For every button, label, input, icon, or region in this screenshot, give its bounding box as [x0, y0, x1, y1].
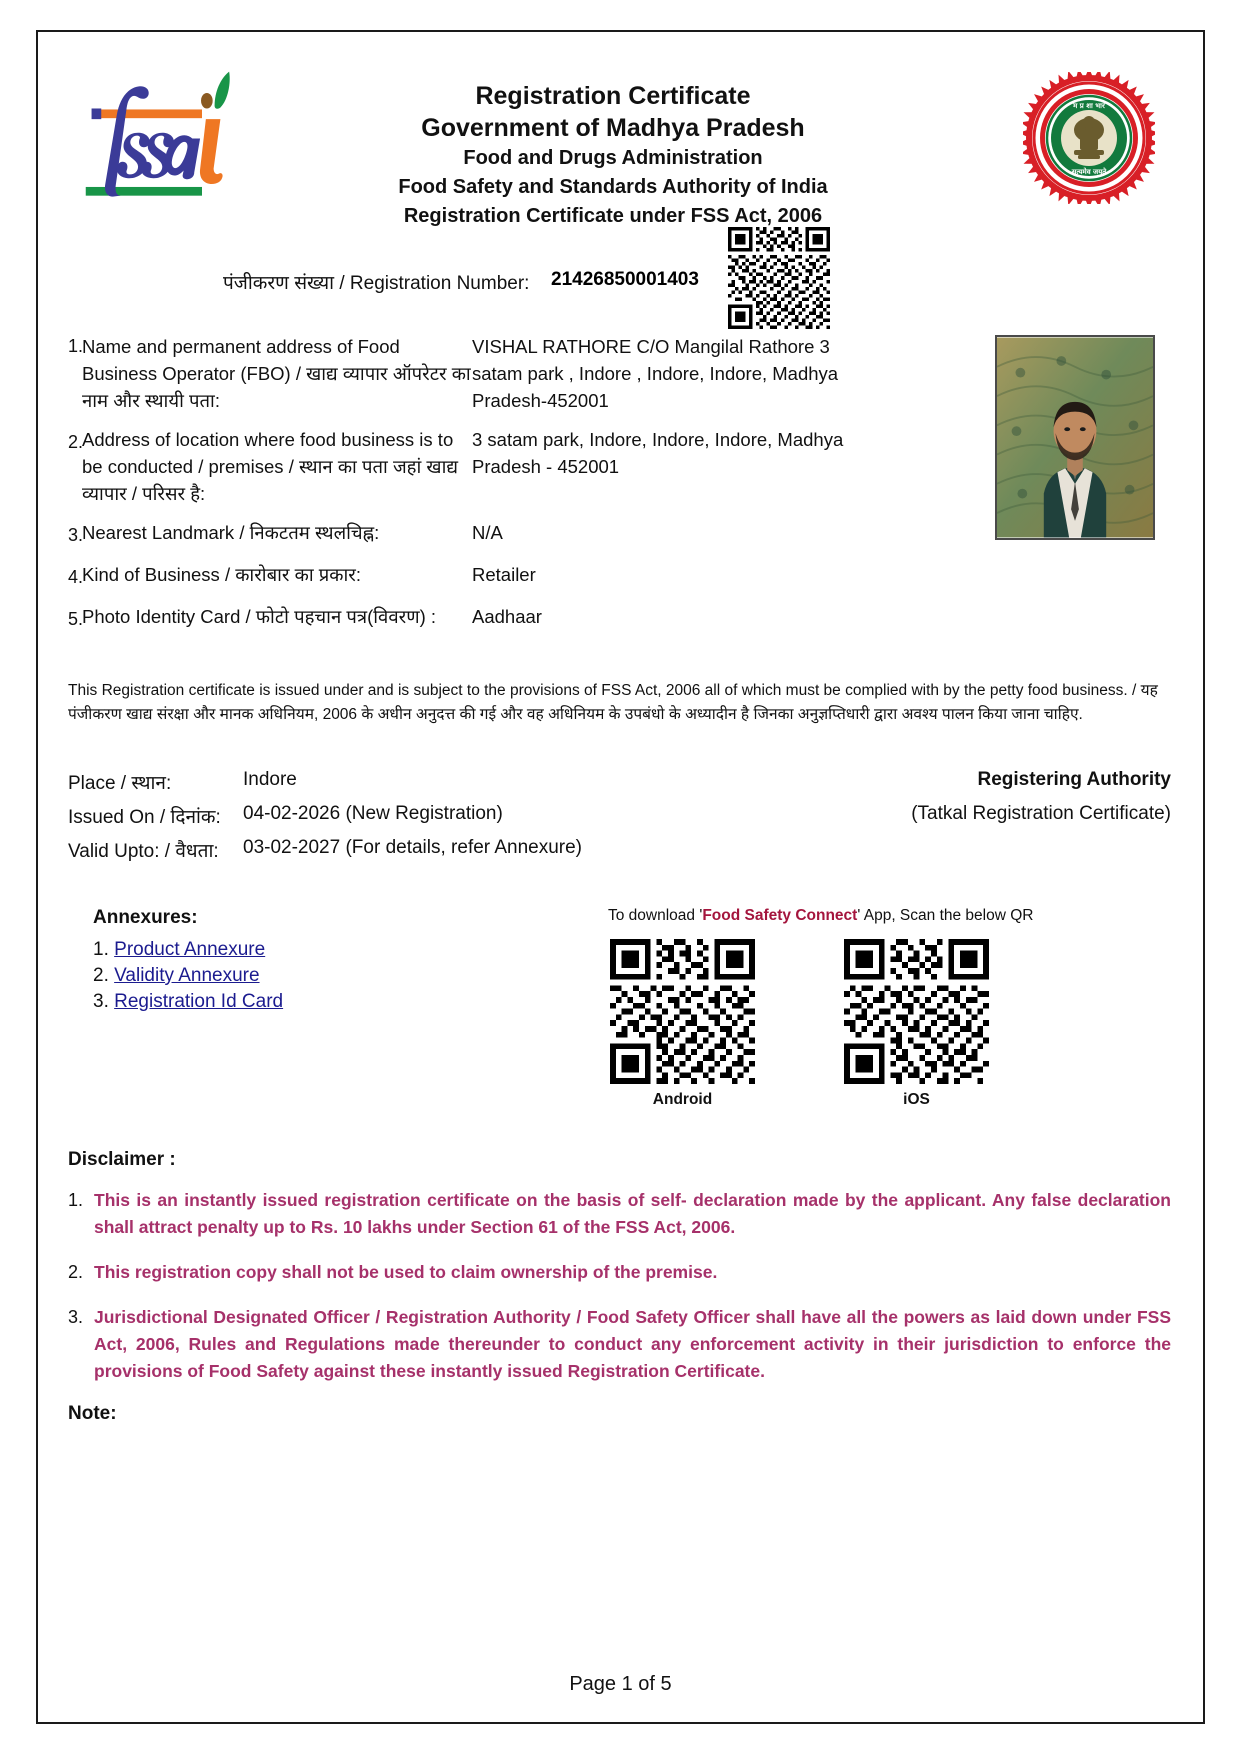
place-issue-block — [38, 769, 1203, 879]
annexure-item-product[interactable] — [93, 937, 283, 963]
annexures-and-app-block — [38, 907, 1203, 1137]
issued-under-paragraph: This Registration certificate is issued under and is subject to the provisions of FSS Act, 2006 all of which must be complied with by the petty food business. / यह पंजीकरण खाद्य संरक्षा और मानक अधिनियम, 2006 के अधीन अनुदत्त की गई और वह अधिनियम के उपबंधो के अध्यादीन है जिनका अनुज्ञप्तिधारी द्वारा अवश्य पालन किया जाना चाहिए. — [68, 682, 1158, 723]
valid-upto-label: Valid Upto: / वैधता: — [68, 841, 219, 862]
annexure-number-2: 2. — [93, 965, 109, 986]
place-value: Indore — [243, 769, 297, 790]
registration-number-value: 21426850001403 — [551, 269, 699, 290]
issued-on-line — [38, 803, 1203, 837]
detail-value-premises-address: 3 satam park, Indore, Indore, Indore, Madhya Pradesh - 452001 — [472, 429, 844, 477]
ios-qr-caption: iOS — [903, 1091, 930, 1108]
detail-number-2: 2. — [68, 432, 84, 452]
detail-number-1: 1. — [68, 336, 84, 356]
place-label: Place / स्थान: — [68, 773, 172, 794]
detail-number-5: 5. — [68, 609, 84, 629]
certificate-qr-code — [728, 227, 830, 329]
header-authority: Food Safety and Standards Authority of India — [398, 176, 828, 198]
valid-upto-value: 03-02-2027 (For details, refer Annexure) — [243, 837, 583, 858]
detail-label-premises-address: Address of location where food business is to be conducted / premises / स्थान का पता जहां खाद्य व्यापार / परिसर है: — [82, 429, 459, 504]
android-qr-caption: Android — [652, 1091, 713, 1108]
detail-number-3: 3. — [68, 525, 84, 545]
detail-value-nearest-landmark: N/A — [472, 522, 503, 543]
disclaimer-section — [38, 1149, 1203, 1425]
note-title: Note: — [68, 1403, 117, 1424]
page-title: Registration Certificate — [475, 82, 751, 110]
svg-text:सत्यमेव जयते: सत्यमेव जयते — [1071, 168, 1107, 176]
detail-value-photo-identity-card: Aadhaar — [472, 606, 542, 627]
page-footer — [38, 1673, 1203, 1696]
registering-authority-subtitle: (Tatkal Registration Certificate) — [911, 803, 1171, 824]
certificate-content — [38, 32, 1203, 1722]
annexure-link-registration-id-card[interactable]: Registration Id Card — [114, 991, 284, 1012]
header-act: Registration Certificate under FSS Act, 2006 — [403, 205, 823, 227]
applicant-photo — [995, 335, 1155, 540]
certificate-header — [38, 32, 1203, 227]
detail-value-fbo-name-address: VISHAL RATHORE C/O Mangilal Rathore 3 satam park , Indore , Indore, Indore, Madhya Pradesh-452001 — [472, 336, 839, 411]
app-download-suffix: ' App, Scan the below QR — [857, 907, 1034, 924]
detail-label-fbo-name-address: Name and permanent address of Food Business Operator (FBO) / खाद्य व्यापार ऑपरेटर का नाम और स्थायी पता: — [82, 336, 471, 411]
disclaimer-title: Disclaimer : — [68, 1149, 176, 1170]
app-name: Food Safety Connect — [702, 907, 858, 924]
annexure-item-validity[interactable] — [93, 963, 283, 989]
header-department: Food and Drugs Administration — [463, 147, 763, 169]
disclaimer-item-3 — [68, 1304, 1171, 1385]
disclaimer-text-1: This is an instantly issued registration certificate on the basis of self- declaration made by the applicant. Any false declaration shall attract penalty up to Rs. 10 lakhs under Section 61 of the FSS Act, 2006. — [94, 1190, 1171, 1237]
details-section — [38, 333, 1203, 673]
detail-row-5 — [38, 603, 1203, 633]
detail-row-4 — [38, 561, 1203, 591]
app-download-prefix: To download ' — [608, 907, 703, 924]
issued-on-label: Issued On / दिनांक: — [68, 807, 221, 828]
header-government: Government of Madhya Pradesh — [421, 114, 805, 142]
detail-label-kind-of-business: Kind of Business / कारोबार का प्रकार: — [82, 564, 362, 585]
annexures-list — [93, 937, 283, 1015]
registering-authority-title: Registering Authority — [977, 769, 1171, 790]
android-app-qr-code[interactable] — [610, 939, 755, 1084]
place-line — [38, 769, 1203, 803]
page-number-text: Page 1 of 5 — [569, 1673, 672, 1695]
detail-number-4: 4. — [68, 567, 84, 587]
svg-text:म प्र शा भार: म प्र शा भार — [1073, 102, 1105, 110]
detail-label-photo-identity-card: Photo Identity Card / फोटो पहचान पत्र(विवरण) : — [82, 606, 437, 627]
disclaimer-number-1: 1. — [68, 1190, 84, 1210]
disclaimer-item-2 — [68, 1259, 1171, 1286]
issued-on-value: 04-02-2026 (New Registration) — [243, 803, 503, 824]
registration-number-label: पंजीकरण संख्या / Registration Number: — [223, 273, 530, 294]
annexure-item-registration-id-card[interactable] — [93, 989, 283, 1015]
annexure-link-product[interactable]: Product Annexure — [114, 939, 266, 960]
annexure-link-validity[interactable]: Validity Annexure — [114, 965, 260, 986]
fssai-logo-icon — [78, 68, 233, 210]
valid-upto-line — [38, 837, 1203, 871]
disclaimer-number-3: 3. — [68, 1307, 84, 1327]
disclaimer-item-1 — [68, 1187, 1171, 1241]
detail-label-nearest-landmark: Nearest Landmark / निकटतम स्थलचिह्न: — [82, 522, 380, 543]
national-emblem-icon — [1023, 72, 1155, 204]
annexure-number-1: 1. — [93, 939, 109, 960]
annexures-title: Annexures: — [93, 907, 198, 928]
annexure-number-3: 3. — [93, 991, 109, 1012]
ios-app-qr-code[interactable] — [844, 939, 989, 1084]
registration-number-row — [38, 227, 1203, 327]
detail-value-kind-of-business: Retailer — [472, 564, 536, 585]
disclaimer-text-2: This registration copy shall not be used to claim ownership of the premise. — [94, 1262, 718, 1282]
header-title-group — [253, 80, 973, 231]
app-download-text — [608, 907, 1033, 925]
disclaimer-number-2: 2. — [68, 1262, 84, 1282]
disclaimer-text-3: Jurisdictional Designated Officer / Registration Authority / Food Safety Officer shall have all the powers as laid down under FSS Act, 2006, Rules and Regulations made thereunder to conduct any enforcement activity in their jurisdiction to enforce the provisions of Food Safety against these instantly issued Registration Certificate. — [94, 1307, 1171, 1381]
